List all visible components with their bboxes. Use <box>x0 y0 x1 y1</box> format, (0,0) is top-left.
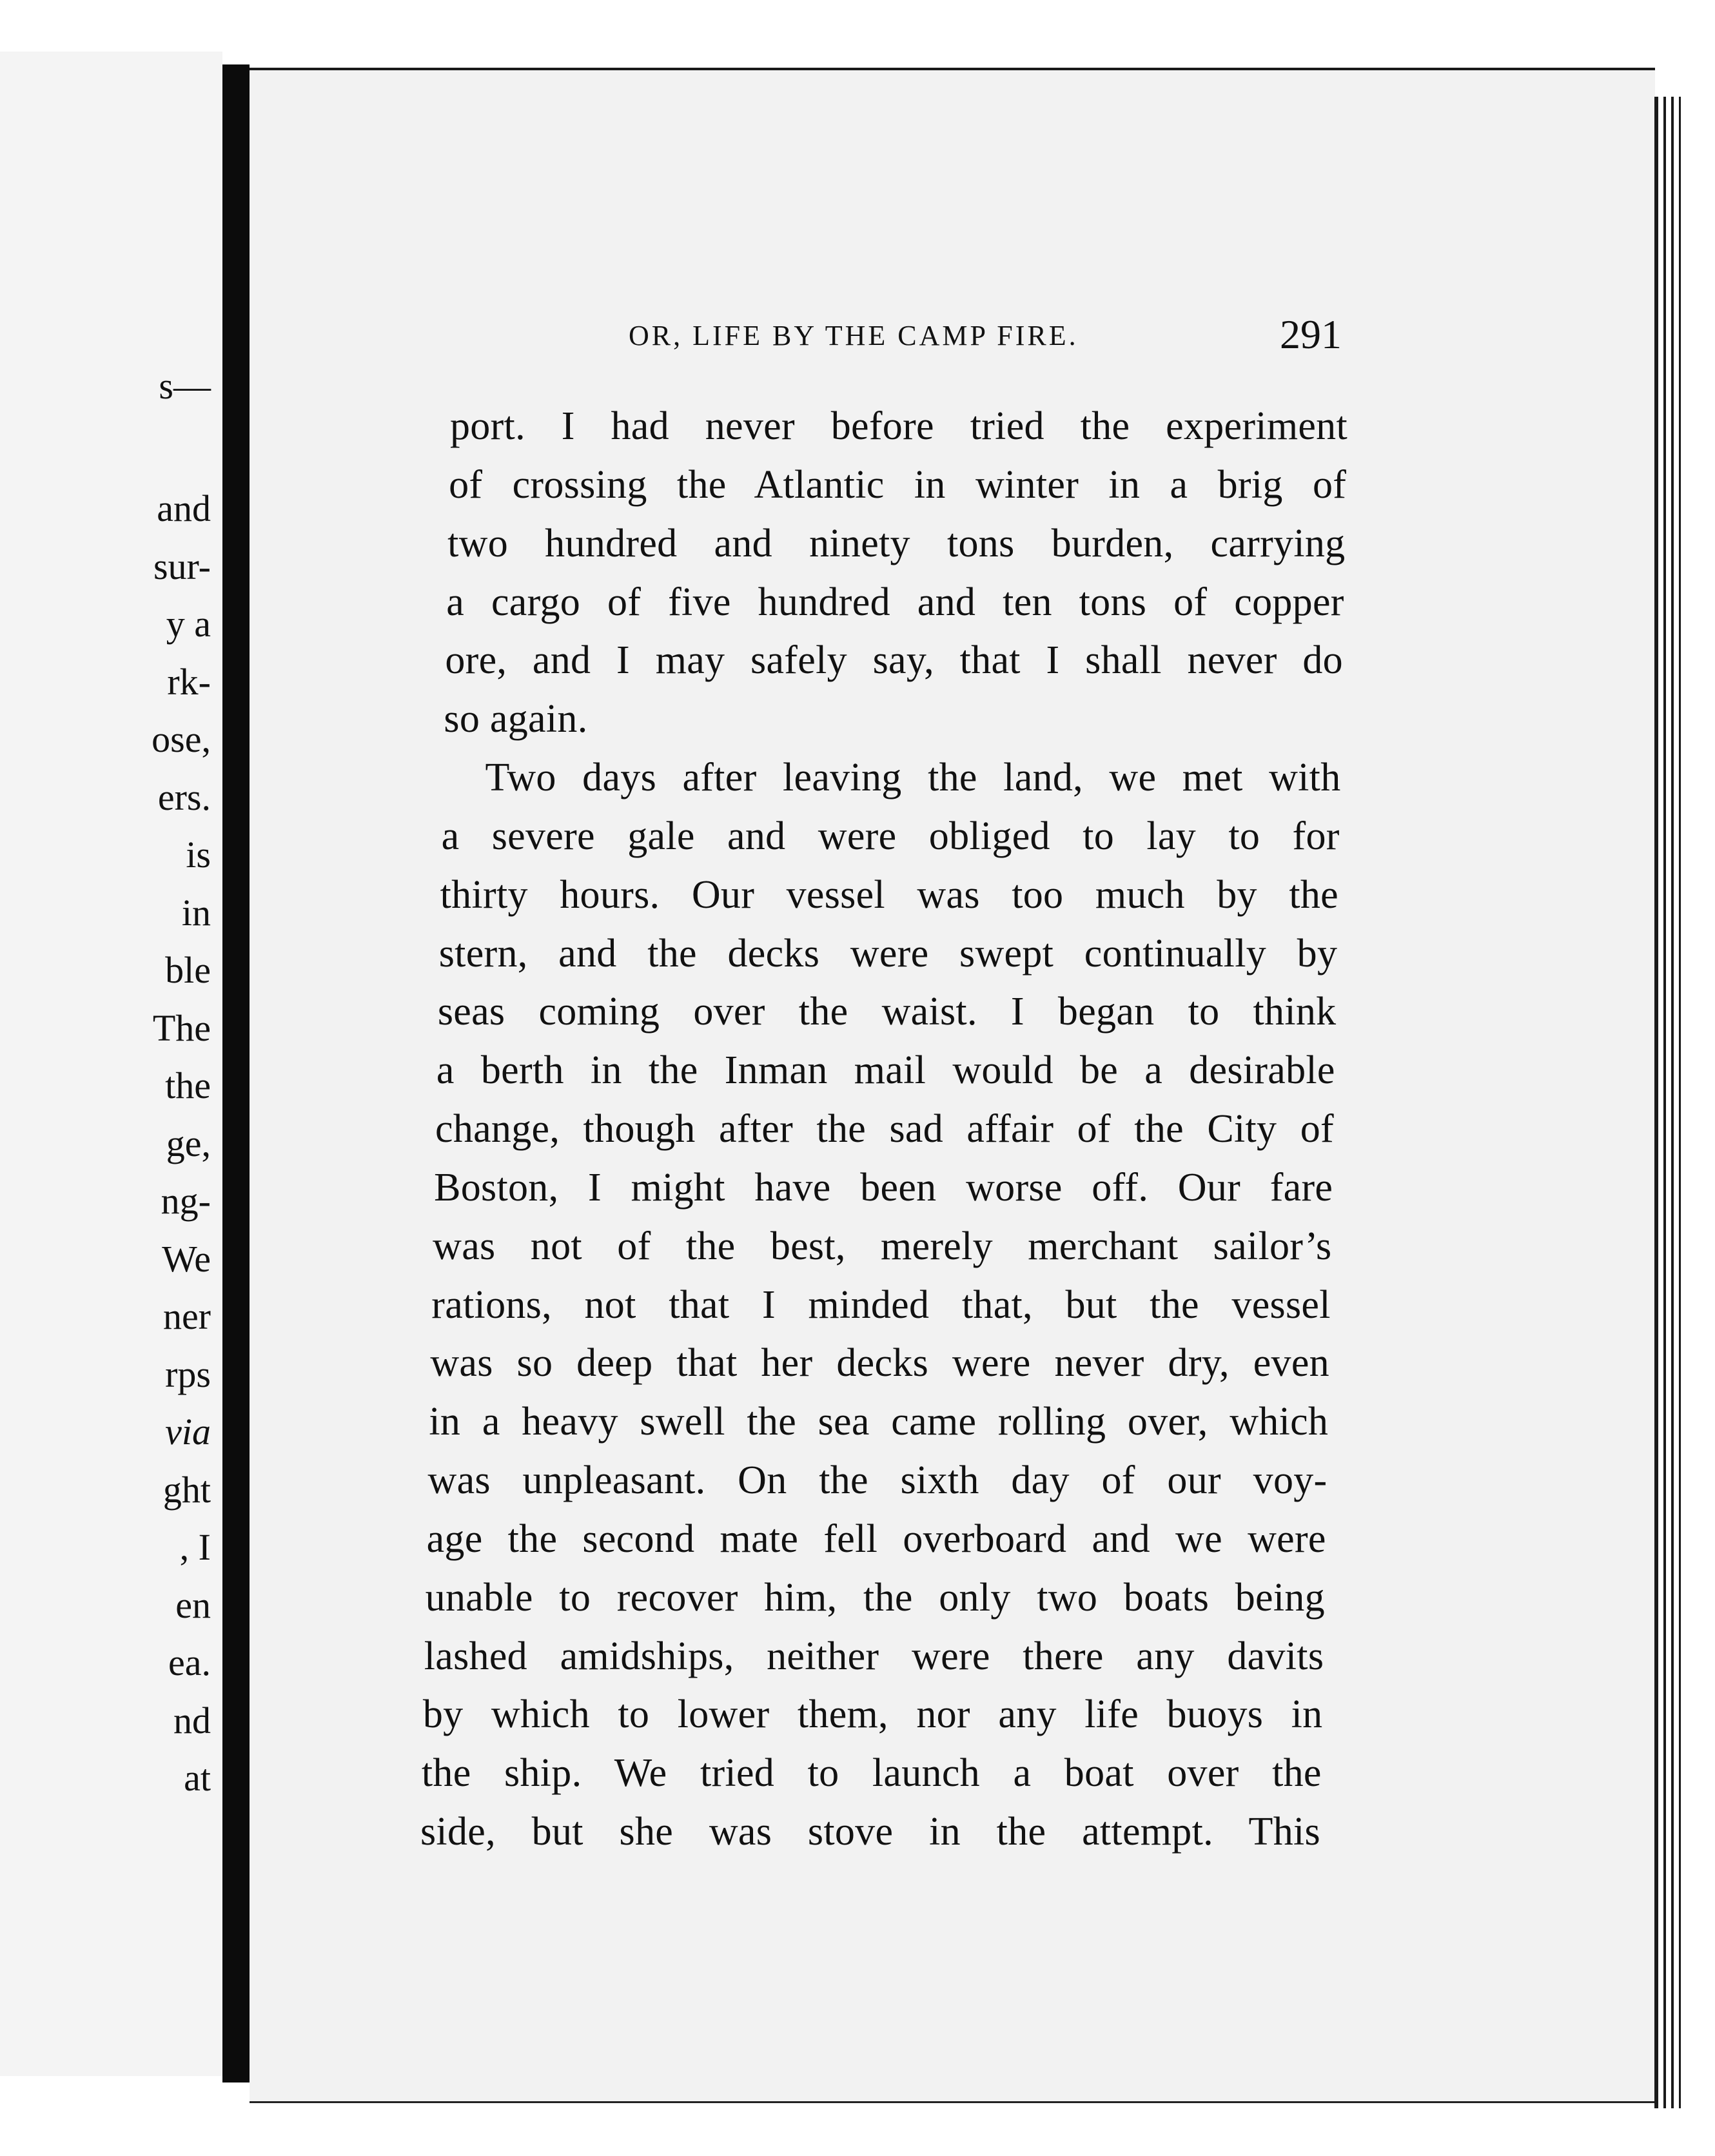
left-page-fragment: ea. <box>168 1642 211 1683</box>
page-number: 291 <box>1280 311 1342 357</box>
text-line: was not of the best, merely merchant sailor’s <box>433 1224 1332 1268</box>
page-edge-line <box>1671 97 1674 2108</box>
text-line: Boston, I might have been worse off. Our fare <box>434 1165 1333 1210</box>
page-edge-line <box>1679 97 1681 2108</box>
page-edge-line <box>1654 97 1658 2108</box>
left-page-fragment: ner <box>162 1295 211 1337</box>
left-page-fragment: ers. <box>157 776 211 818</box>
left-page-fragment: and <box>157 487 211 529</box>
text-line: a severe gale and were obliged to lay to for <box>441 814 1340 858</box>
text-line: was unpleasant. On the sixth day of our voy- <box>427 1458 1328 1502</box>
text-line: side, but she was stove in the attempt. This <box>420 1810 1320 1854</box>
text-line: by which to lower them, nor any life buoys in <box>422 1692 1323 1737</box>
text-line: lashed amidships, neither were there any davits <box>424 1634 1324 1678</box>
left-page-fragment: , I <box>179 1526 211 1568</box>
left-page-fragment: the <box>165 1064 211 1106</box>
page-edge-line <box>1663 97 1666 2108</box>
text-line: ore, and I may safely say, that I shall never do <box>445 638 1343 683</box>
left-page-fragment: ose, <box>152 718 211 760</box>
text-line: in a heavy swell the sea came rolling over, which <box>429 1400 1329 1444</box>
left-page-fragment: s— <box>159 365 211 407</box>
text-line: of crossing the Atlantic in winter in a brig of <box>449 462 1347 507</box>
left-page-fragment: en <box>175 1583 211 1626</box>
text-line: stern, and the decks were swept continually by <box>438 931 1338 975</box>
text-line: the ship. We tried to launch a boat over the <box>421 1751 1322 1796</box>
running-head: OR, LIFE BY THE CAMP FIRE. <box>629 320 1079 351</box>
left-page-fragment: via <box>165 1411 211 1453</box>
text-line: port. I had never before tried the experiment <box>450 404 1348 448</box>
left-facing-page <box>0 52 222 2076</box>
text-line: a berth in the Inman mail would be a desirable <box>436 1048 1335 1093</box>
text-line: a cargo of five hundred and ten tons of copper <box>446 580 1344 624</box>
left-page-fragment: sur- <box>153 545 211 587</box>
left-page-fragment: ge, <box>166 1122 211 1164</box>
left-page-fragment: is <box>186 834 211 876</box>
text-line: rations, not that I minded that, but the vessel <box>431 1282 1331 1327</box>
left-page-fragment: rk- <box>167 660 211 703</box>
text-line: change, though after the sad affair of the City of <box>435 1107 1334 1151</box>
book-gutter <box>222 64 250 2082</box>
left-page-fragment: rps <box>165 1353 211 1395</box>
text-line: seas coming over the waist. I began to think <box>437 990 1337 1034</box>
left-page-fragment: The <box>152 1006 211 1049</box>
left-page-fragment: ght <box>162 1468 211 1511</box>
text-line: unable to recover him, the only two boats being <box>425 1575 1325 1620</box>
left-page-fragment: ble <box>165 949 211 991</box>
text-line: two hundred and ninety tons burden, carrying <box>447 521 1346 565</box>
text-line: so again. <box>444 697 588 741</box>
left-page-fragment: ng- <box>161 1180 211 1222</box>
left-page-fragment: in <box>181 891 211 934</box>
left-page-fragment: at <box>184 1757 211 1799</box>
left-page-fragment: nd <box>173 1699 211 1741</box>
text-line: thirty hours. Our vessel was too much by the <box>440 872 1338 917</box>
text-line: was so deep that her decks were never dry, even <box>430 1341 1329 1386</box>
text-line: age the second mate fell overboard and we were <box>426 1516 1326 1561</box>
left-page-fragment: y a <box>166 603 211 645</box>
left-page-fragment: We <box>162 1237 211 1280</box>
text-line: Two days after leaving the land, we met with <box>485 756 1341 799</box>
